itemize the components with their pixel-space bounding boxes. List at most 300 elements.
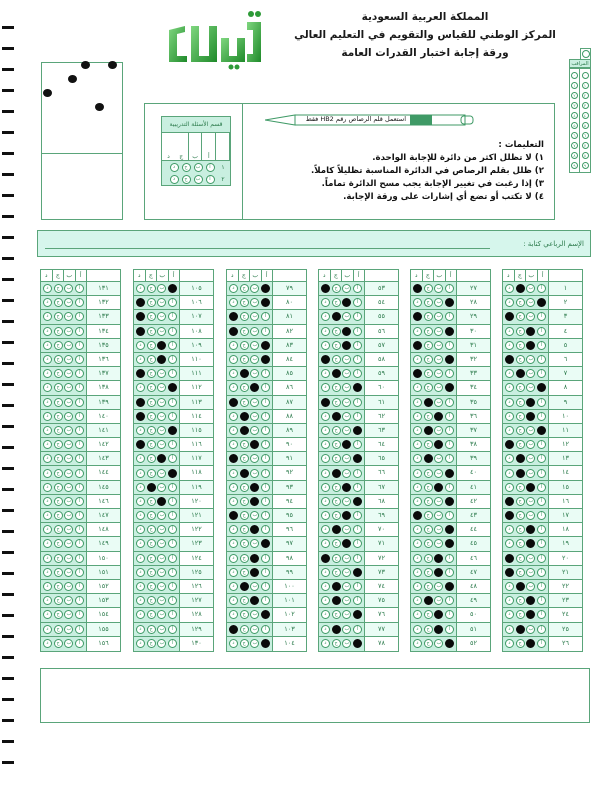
answer-bubble[interactable]: ج [516, 298, 525, 307]
answer-bubble[interactable]: أ [75, 625, 84, 634]
answer-bubble[interactable]: ب [157, 511, 166, 520]
answer-bubble[interactable]: أ [537, 483, 546, 492]
answer-bubble[interactable]: ب [250, 469, 259, 478]
answer-bubble[interactable]: ج [516, 511, 525, 520]
answer-bubble[interactable] [505, 497, 514, 506]
answer-bubble[interactable] [342, 483, 351, 492]
answer-bubble[interactable]: د [43, 327, 52, 336]
proctor-digit-bubble[interactable]: ٤ [571, 112, 578, 119]
answer-bubble[interactable]: د [413, 497, 422, 506]
answer-bubble[interactable]: ب [64, 369, 73, 378]
proctor-digit-bubble[interactable]: ٠ [582, 72, 589, 79]
answer-bubble[interactable]: أ [445, 610, 454, 619]
answer-bubble[interactable] [526, 639, 535, 648]
answer-bubble[interactable] [413, 312, 422, 321]
answer-bubble[interactable]: ب [64, 483, 73, 492]
answer-bubble[interactable]: د [321, 327, 330, 336]
answer-bubble[interactable]: ب [157, 369, 166, 378]
answer-bubble[interactable]: أ [168, 511, 177, 520]
answer-bubble[interactable] [445, 525, 454, 534]
answer-bubble[interactable]: أ [75, 284, 84, 293]
answer-bubble[interactable]: ب [64, 440, 73, 449]
answer-bubble[interactable]: د [43, 568, 52, 577]
answer-bubble[interactable]: د [136, 426, 145, 435]
answer-bubble[interactable]: أ [75, 469, 84, 478]
answer-bubble[interactable]: ب [157, 582, 166, 591]
answer-bubble[interactable]: ب [64, 554, 73, 563]
answer-bubble[interactable]: د [413, 610, 422, 619]
answer-bubble[interactable] [332, 596, 341, 605]
full-name-field[interactable] [37, 230, 591, 257]
answer-bubble[interactable] [342, 341, 351, 350]
answer-bubble[interactable] [168, 426, 177, 435]
answer-bubble[interactable] [445, 539, 454, 548]
answer-bubble[interactable]: أ [168, 497, 177, 506]
answer-bubble[interactable]: ج [240, 341, 249, 350]
answer-bubble[interactable]: د [505, 341, 514, 350]
answer-bubble[interactable]: أ [261, 625, 270, 634]
answer-bubble[interactable]: أ [261, 525, 270, 534]
answer-bubble[interactable]: ب [526, 582, 535, 591]
answer-bubble[interactable]: د [413, 454, 422, 463]
answer-bubble[interactable]: د [413, 426, 422, 435]
answer-bubble[interactable]: ج [424, 469, 433, 478]
answer-bubble[interactable]: ب [526, 312, 535, 321]
answer-bubble[interactable]: ج [54, 383, 63, 392]
answer-bubble[interactable] [229, 312, 238, 321]
full-name-input[interactable] [45, 248, 490, 249]
answer-bubble[interactable] [526, 539, 535, 548]
answer-bubble[interactable]: أ [445, 369, 454, 378]
answer-bubble[interactable] [240, 369, 249, 378]
answer-bubble[interactable]: ب [157, 525, 166, 534]
answer-bubble[interactable]: ج [240, 554, 249, 563]
answer-bubble[interactable]: د [43, 483, 52, 492]
answer-bubble[interactable]: ب [64, 525, 73, 534]
answer-bubble[interactable]: ج [240, 383, 249, 392]
answer-bubble[interactable]: ج [424, 284, 433, 293]
answer-bubble[interactable]: د [136, 483, 145, 492]
answer-bubble[interactable]: د [43, 312, 52, 321]
answer-bubble[interactable]: ج [240, 539, 249, 548]
answer-bubble[interactable]: د [321, 610, 330, 619]
answer-bubble[interactable]: أ [261, 554, 270, 563]
answer-bubble[interactable] [434, 568, 443, 577]
answer-bubble[interactable]: ج [54, 483, 63, 492]
answer-bubble[interactable]: أ [168, 539, 177, 548]
answer-bubble[interactable]: ج [240, 454, 249, 463]
answer-bubble[interactable]: د [43, 497, 52, 506]
answer-bubble[interactable]: أ [261, 426, 270, 435]
answer-bubble[interactable]: أ [261, 596, 270, 605]
answer-bubble[interactable]: أ [537, 539, 546, 548]
answer-bubble[interactable] [505, 554, 514, 563]
answer-bubble[interactable]: ج [147, 554, 156, 563]
answer-bubble[interactable] [332, 369, 341, 378]
answer-bubble[interactable]: د [229, 525, 238, 534]
answer-bubble[interactable]: ب [250, 369, 259, 378]
answer-bubble[interactable]: أ [261, 327, 270, 336]
answer-bubble[interactable]: أ [537, 369, 546, 378]
answer-bubble[interactable]: ج [516, 596, 525, 605]
answer-bubble[interactable]: ب [64, 582, 73, 591]
answer-bubble[interactable]: أ [445, 440, 454, 449]
answer-bubble[interactable]: ج [516, 327, 525, 336]
answer-bubble[interactable]: ب [434, 398, 443, 407]
answer-bubble[interactable]: ج [332, 554, 341, 563]
answer-bubble[interactable]: أ [261, 412, 270, 421]
answer-bubble[interactable]: أ [261, 511, 270, 520]
answer-bubble[interactable]: أ [537, 284, 546, 293]
answer-bubble[interactable]: أ [168, 355, 177, 364]
answer-bubble[interactable]: د [229, 596, 238, 605]
answer-bubble[interactable]: د [321, 426, 330, 435]
answer-bubble[interactable] [229, 454, 238, 463]
practice-bubble[interactable]: ب [194, 175, 203, 184]
answer-bubble[interactable]: أ [537, 554, 546, 563]
answer-bubble[interactable]: ج [147, 298, 156, 307]
answer-bubble[interactable]: أ [261, 369, 270, 378]
answer-bubble[interactable] [353, 639, 362, 648]
answer-bubble[interactable] [516, 369, 525, 378]
answer-bubble[interactable]: ب [157, 483, 166, 492]
answer-bubble[interactable]: ج [332, 284, 341, 293]
answer-bubble[interactable]: د [321, 511, 330, 520]
answer-bubble[interactable]: ب [342, 554, 351, 563]
answer-bubble[interactable]: د [505, 284, 514, 293]
answer-bubble[interactable]: ج [240, 298, 249, 307]
answer-bubble[interactable]: ج [332, 327, 341, 336]
answer-bubble[interactable] [353, 383, 362, 392]
answer-bubble[interactable]: أ [168, 610, 177, 619]
answer-bubble[interactable]: د [229, 426, 238, 435]
answer-bubble[interactable]: د [43, 440, 52, 449]
answer-bubble[interactable]: أ [353, 327, 362, 336]
answer-bubble[interactable]: أ [353, 440, 362, 449]
answer-bubble[interactable]: أ [261, 454, 270, 463]
proctor-digit-bubble[interactable]: ٩ [582, 162, 589, 169]
answer-bubble[interactable]: أ [353, 369, 362, 378]
answer-bubble[interactable]: ب [64, 539, 73, 548]
proctor-digit-bubble[interactable]: ٣ [582, 102, 589, 109]
answer-bubble[interactable]: أ [445, 483, 454, 492]
answer-bubble[interactable]: د [136, 469, 145, 478]
answer-bubble[interactable] [434, 610, 443, 619]
answer-bubble[interactable] [250, 497, 259, 506]
answer-bubble[interactable]: د [43, 454, 52, 463]
answer-bubble[interactable]: د [413, 355, 422, 364]
answer-bubble[interactable]: ج [54, 511, 63, 520]
answer-bubble[interactable]: ب [342, 610, 351, 619]
answer-bubble[interactable] [526, 525, 535, 534]
answer-bubble[interactable] [434, 483, 443, 492]
practice-bubble[interactable]: ج [182, 175, 191, 184]
answer-bubble[interactable]: د [505, 582, 514, 591]
answer-bubble[interactable]: ج [147, 497, 156, 506]
answer-bubble[interactable] [516, 469, 525, 478]
answer-bubble[interactable]: ج [147, 284, 156, 293]
answer-bubble[interactable]: ج [240, 610, 249, 619]
answer-bubble[interactable]: ج [240, 568, 249, 577]
answer-bubble[interactable]: ج [516, 539, 525, 548]
answer-bubble[interactable]: ج [332, 426, 341, 435]
answer-bubble[interactable] [136, 440, 145, 449]
answer-bubble[interactable]: أ [75, 639, 84, 648]
answer-bubble[interactable]: ب [342, 639, 351, 648]
answer-bubble[interactable]: د [413, 412, 422, 421]
answer-bubble[interactable]: د [229, 369, 238, 378]
answer-bubble[interactable]: ب [342, 568, 351, 577]
proctor-digit-bubble[interactable]: ٥ [582, 122, 589, 129]
answer-bubble[interactable]: أ [353, 582, 362, 591]
answer-bubble[interactable]: أ [261, 483, 270, 492]
answer-bubble[interactable]: ج [54, 568, 63, 577]
answer-bubble[interactable]: ب [434, 383, 443, 392]
answer-bubble[interactable]: ب [157, 554, 166, 563]
answer-bubble[interactable]: ب [157, 327, 166, 336]
answer-bubble[interactable]: د [321, 483, 330, 492]
answer-bubble[interactable]: ب [342, 582, 351, 591]
answer-bubble[interactable]: أ [353, 469, 362, 478]
answer-bubble[interactable] [261, 341, 270, 350]
answer-bubble[interactable]: ب [250, 610, 259, 619]
answer-bubble[interactable] [240, 582, 249, 591]
answer-bubble[interactable]: أ [445, 398, 454, 407]
answer-bubble[interactable] [445, 639, 454, 648]
answer-bubble[interactable]: أ [353, 398, 362, 407]
answer-bubble[interactable]: د [321, 625, 330, 634]
answer-bubble[interactable]: د [505, 596, 514, 605]
answer-bubble[interactable]: أ [168, 596, 177, 605]
answer-bubble[interactable]: ب [64, 412, 73, 421]
answer-bubble[interactable] [516, 582, 525, 591]
answer-bubble[interactable]: د [321, 596, 330, 605]
answer-bubble[interactable]: ب [434, 426, 443, 435]
answer-bubble[interactable]: د [136, 539, 145, 548]
answer-bubble[interactable] [321, 554, 330, 563]
answer-bubble[interactable]: ج [516, 398, 525, 407]
answer-bubble[interactable]: أ [445, 596, 454, 605]
answer-bubble[interactable]: أ [75, 483, 84, 492]
answer-bubble[interactable] [537, 298, 546, 307]
answer-bubble[interactable]: ب [434, 639, 443, 648]
answer-bubble[interactable]: ب [342, 355, 351, 364]
answer-bubble[interactable]: أ [353, 412, 362, 421]
answer-bubble[interactable] [250, 383, 259, 392]
answer-bubble[interactable] [413, 341, 422, 350]
answer-bubble[interactable]: د [505, 539, 514, 548]
answer-bubble[interactable]: ب [64, 327, 73, 336]
answer-bubble[interactable]: د [229, 539, 238, 548]
answer-bubble[interactable]: ج [424, 610, 433, 619]
answer-bubble[interactable] [332, 469, 341, 478]
proctor-digit-bubble[interactable]: ٠ [571, 72, 578, 79]
answer-bubble[interactable] [445, 582, 454, 591]
answer-bubble[interactable]: أ [75, 398, 84, 407]
answer-bubble[interactable]: ج [424, 625, 433, 634]
proctor-digit-bubble[interactable]: ٨ [571, 152, 578, 159]
answer-bubble[interactable]: أ [75, 582, 84, 591]
answer-bubble[interactable]: د [413, 440, 422, 449]
answer-bubble[interactable]: ج [147, 355, 156, 364]
answer-bubble[interactable]: ج [240, 511, 249, 520]
answer-bubble[interactable]: أ [75, 355, 84, 364]
answer-bubble[interactable]: ج [147, 341, 156, 350]
answer-bubble[interactable]: أ [75, 497, 84, 506]
proctor-digit-bubble[interactable]: ٩ [571, 162, 578, 169]
answer-bubble[interactable]: ب [250, 511, 259, 520]
answer-bubble[interactable]: د [505, 625, 514, 634]
answer-bubble[interactable]: ب [250, 639, 259, 648]
answer-bubble[interactable]: أ [168, 568, 177, 577]
answer-bubble[interactable]: ج [147, 426, 156, 435]
answer-bubble[interactable]: د [505, 525, 514, 534]
answer-bubble[interactable] [505, 568, 514, 577]
answer-bubble[interactable]: أ [445, 511, 454, 520]
answer-bubble[interactable]: ب [526, 469, 535, 478]
answer-bubble[interactable]: د [413, 554, 422, 563]
answer-bubble[interactable] [157, 341, 166, 350]
answer-bubble[interactable]: ب [342, 426, 351, 435]
answer-bubble[interactable] [424, 426, 433, 435]
answer-bubble[interactable]: أ [445, 284, 454, 293]
answer-bubble[interactable] [445, 327, 454, 336]
answer-bubble[interactable]: ج [424, 497, 433, 506]
answer-bubble[interactable]: د [505, 298, 514, 307]
answer-bubble[interactable]: أ [75, 610, 84, 619]
answer-bubble[interactable] [332, 525, 341, 534]
answer-bubble[interactable]: د [43, 298, 52, 307]
answer-bubble[interactable]: ج [54, 625, 63, 634]
answer-bubble[interactable] [516, 284, 525, 293]
answer-bubble[interactable]: د [136, 511, 145, 520]
answer-bubble[interactable] [537, 383, 546, 392]
answer-bubble[interactable]: ج [54, 539, 63, 548]
answer-bubble[interactable]: أ [261, 383, 270, 392]
answer-bubble[interactable]: د [43, 525, 52, 534]
answer-bubble[interactable]: ب [64, 284, 73, 293]
answer-bubble[interactable]: ب [342, 284, 351, 293]
answer-bubble[interactable] [250, 596, 259, 605]
answer-bubble[interactable] [157, 454, 166, 463]
answer-bubble[interactable]: أ [445, 454, 454, 463]
answer-bubble[interactable]: ج [516, 312, 525, 321]
answer-bubble[interactable]: د [136, 639, 145, 648]
answer-bubble[interactable]: د [43, 469, 52, 478]
answer-bubble[interactable]: ج [424, 341, 433, 350]
answer-bubble[interactable]: ج [54, 341, 63, 350]
answer-bubble[interactable] [353, 610, 362, 619]
answer-bubble[interactable]: د [413, 568, 422, 577]
answer-bubble[interactable] [434, 440, 443, 449]
answer-bubble[interactable]: د [413, 483, 422, 492]
answer-bubble[interactable]: أ [168, 554, 177, 563]
answer-bubble[interactable]: ج [54, 398, 63, 407]
answer-bubble[interactable]: ب [342, 625, 351, 634]
answer-bubble[interactable]: ب [342, 469, 351, 478]
answer-bubble[interactable]: ج [54, 426, 63, 435]
answer-bubble[interactable]: أ [353, 554, 362, 563]
answer-bubble[interactable]: ب [342, 383, 351, 392]
answer-bubble[interactable]: ب [526, 454, 535, 463]
answer-bubble[interactable]: أ [75, 298, 84, 307]
answer-bubble[interactable]: ج [147, 440, 156, 449]
answer-bubble[interactable]: أ [261, 398, 270, 407]
answer-bubble[interactable] [250, 525, 259, 534]
answer-bubble[interactable]: ج [516, 525, 525, 534]
answer-bubble[interactable]: ب [250, 625, 259, 634]
answer-bubble[interactable]: د [229, 298, 238, 307]
answer-bubble[interactable]: ب [64, 383, 73, 392]
answer-bubble[interactable]: أ [168, 341, 177, 350]
answer-bubble[interactable]: أ [75, 312, 84, 321]
answer-bubble[interactable]: د [413, 639, 422, 648]
answer-bubble[interactable] [136, 312, 145, 321]
answer-bubble[interactable]: ج [332, 483, 341, 492]
answer-bubble[interactable]: د [136, 554, 145, 563]
answer-bubble[interactable] [505, 355, 514, 364]
answer-bubble[interactable] [413, 284, 422, 293]
answer-bubble[interactable] [229, 625, 238, 634]
answer-bubble[interactable]: ب [157, 312, 166, 321]
answer-bubble[interactable]: ج [147, 469, 156, 478]
answer-bubble[interactable] [413, 369, 422, 378]
answer-bubble[interactable]: أ [537, 582, 546, 591]
answer-bubble[interactable]: ج [147, 327, 156, 336]
answer-bubble[interactable]: د [136, 568, 145, 577]
answer-bubble[interactable]: ب [250, 582, 259, 591]
answer-bubble[interactable]: ب [342, 412, 351, 421]
answer-bubble[interactable]: ب [64, 568, 73, 577]
answer-bubble[interactable] [136, 298, 145, 307]
answer-bubble[interactable]: ب [434, 511, 443, 520]
answer-bubble[interactable]: د [413, 327, 422, 336]
answer-bubble[interactable]: ج [516, 426, 525, 435]
answer-bubble[interactable]: ج [54, 554, 63, 563]
answer-bubble[interactable] [342, 440, 351, 449]
answer-bubble[interactable]: د [321, 383, 330, 392]
answer-bubble[interactable]: ب [434, 454, 443, 463]
answer-bubble[interactable]: أ [75, 440, 84, 449]
answer-bubble[interactable]: د [505, 383, 514, 392]
answer-bubble[interactable]: ب [250, 454, 259, 463]
answer-bubble[interactable]: أ [537, 440, 546, 449]
proctor-digit-bubble[interactable]: ٣ [571, 102, 578, 109]
proctor-digit-bubble[interactable]: ١ [571, 82, 578, 89]
answer-bubble[interactable]: د [43, 355, 52, 364]
answer-bubble[interactable]: ج [516, 639, 525, 648]
answer-bubble[interactable]: د [43, 511, 52, 520]
answer-bubble[interactable]: ج [147, 596, 156, 605]
answer-bubble[interactable]: د [136, 596, 145, 605]
answer-bubble[interactable] [147, 483, 156, 492]
answer-bubble[interactable]: ج [54, 412, 63, 421]
answer-bubble[interactable]: ج [424, 327, 433, 336]
answer-bubble[interactable]: ب [64, 610, 73, 619]
answer-bubble[interactable] [445, 497, 454, 506]
answer-bubble[interactable]: ب [434, 355, 443, 364]
answer-bubble[interactable]: ج [516, 412, 525, 421]
answer-bubble[interactable]: د [43, 398, 52, 407]
proctor-digit-bubble[interactable]: ٥ [571, 122, 578, 129]
answer-bubble[interactable]: ج [424, 355, 433, 364]
answer-bubble[interactable]: د [321, 412, 330, 421]
answer-bubble[interactable]: ب [64, 355, 73, 364]
answer-bubble[interactable] [516, 625, 525, 634]
answer-bubble[interactable]: ب [434, 469, 443, 478]
answer-bubble[interactable]: ب [250, 539, 259, 548]
answer-bubble[interactable]: ب [157, 568, 166, 577]
